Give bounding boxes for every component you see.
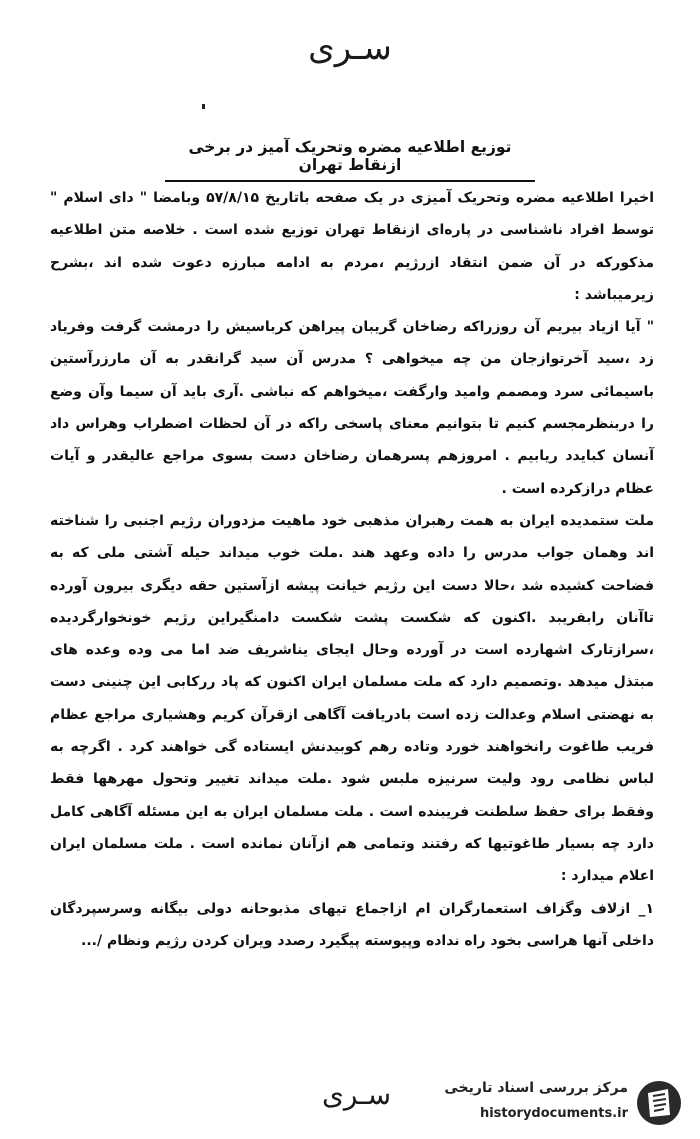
- archive-logo-icon: [634, 1078, 684, 1128]
- body-paragraph-list-item: ۱_ ازلاف وگزاف استعمارگران ام ازاجماع تیهای مذبوحانه دولی بیگانه وسرسپردگان داخلی آنها هراسی بخود راه نداده وپیوسته پیگیرد رصدد ویران کردن رژیم ونظام /...: [50, 900, 654, 949]
- body-paragraph-main: ملت ستمدیده ایران به همت رهبران مذهبی خود ماهیت مزدوران رژیم اجنبی را شناخته اند وهمان جواب مدرس را داده وعهد هند .ملت خوب میداند حیله آشتی ملی که به فضاحت کشیده شد ،حالا دست این رژیم خیانت پیشه ازآستین حقه دیگری بیرون آورده تاآنان رابفریبد .اکنون که شکست پشت شکست دامنگیراین رژیم خونخوارگردیده ،سرازتارک اشهارده است در آورده وحال ایجای یناشریف ضد اما می وده وعده های مبتذل میدهد .وتصمیم دارد که ملت مسلمان ایران اکنون که پاد ررکابی این چنینی دست به نهضتی اسلام وعدالت زده است بادریافت آگاهی ازقرآن کریم وهشیاری مراجع عظام فریب طاغوت رانخواهند خورد وتاده رهم کوبیدنش ایستاده گی خواهند کرد . اگرچه به لباس نظامی رود ولیت سرنیزه ملبس شود .ملت میداند تغییر وتحول مهرهها فقط وفقط برای حفظ سلطنت فریبنده است . ملت مسلمان ایران به این مسئله آگاهی کامل دارد چه بسیار طاغوتیها که رفتند وتمامی هم ازآنان نمانده است . ملت مسلمان ایران اعلام میدارد :: [50, 512, 654, 885]
- ink-mark: [202, 104, 205, 109]
- body-paragraph-quote: " آیا ازیاد بیریم آن روزراکه رضاخان گریبان پیراهن کرباسیش را درمشت گرفت وفریاد زد ،سید آخرتوازجان من چه میخواهی ؟ مدرس آن سید گرانقدر به آن مارزرآستین باسیمائی سرد ومصمم وامید وارگفت ،میخواهم که نباشی .آری باید آن سیما وآن وضع را دربنظرمجسم کنیم تا بتوانیم معنای پاسخی راکه در آن لحظات اضطراب وهراس داد آنسان کبایدد ریابیم . امروزهم پسرهمان رضاخان دست بسوی مراجع عالیقدر و آیات عظام درازکرده است .: [50, 319, 654, 497]
- archive-watermark: [440, 1074, 690, 1134]
- watermark-url: historydocuments.ir: [479, 1106, 628, 1121]
- body-paragraph-intro: اخیرا اطلاعیه مضره وتحریک آمیزی در یک صفحه باتاریخ ۵۷/۸/۱۵ وبامضا " دای اسلام " توسط افراد ناشناسی در پاره‌ای ازنقاط تهران توزیع شده است . خلاصه متن اطلاعیه مذکورکه در آن ضمن انتقاد ازرژیم ،مردم به ادامه مبارزه دعوت شده اند ،بشرح زیرمیباشد :: [50, 190, 654, 303]
- document-body: [50, 182, 654, 957]
- watermark-name: مرکز بررسی اسناد تاریخی: [444, 1080, 628, 1096]
- document-title: توزیع اطلاعیه مضره وتحریک آمیز در برخی ازنقاط تهران: [165, 138, 535, 182]
- classification-header: سـری: [308, 28, 392, 68]
- classification-footer: سـری: [322, 1078, 392, 1111]
